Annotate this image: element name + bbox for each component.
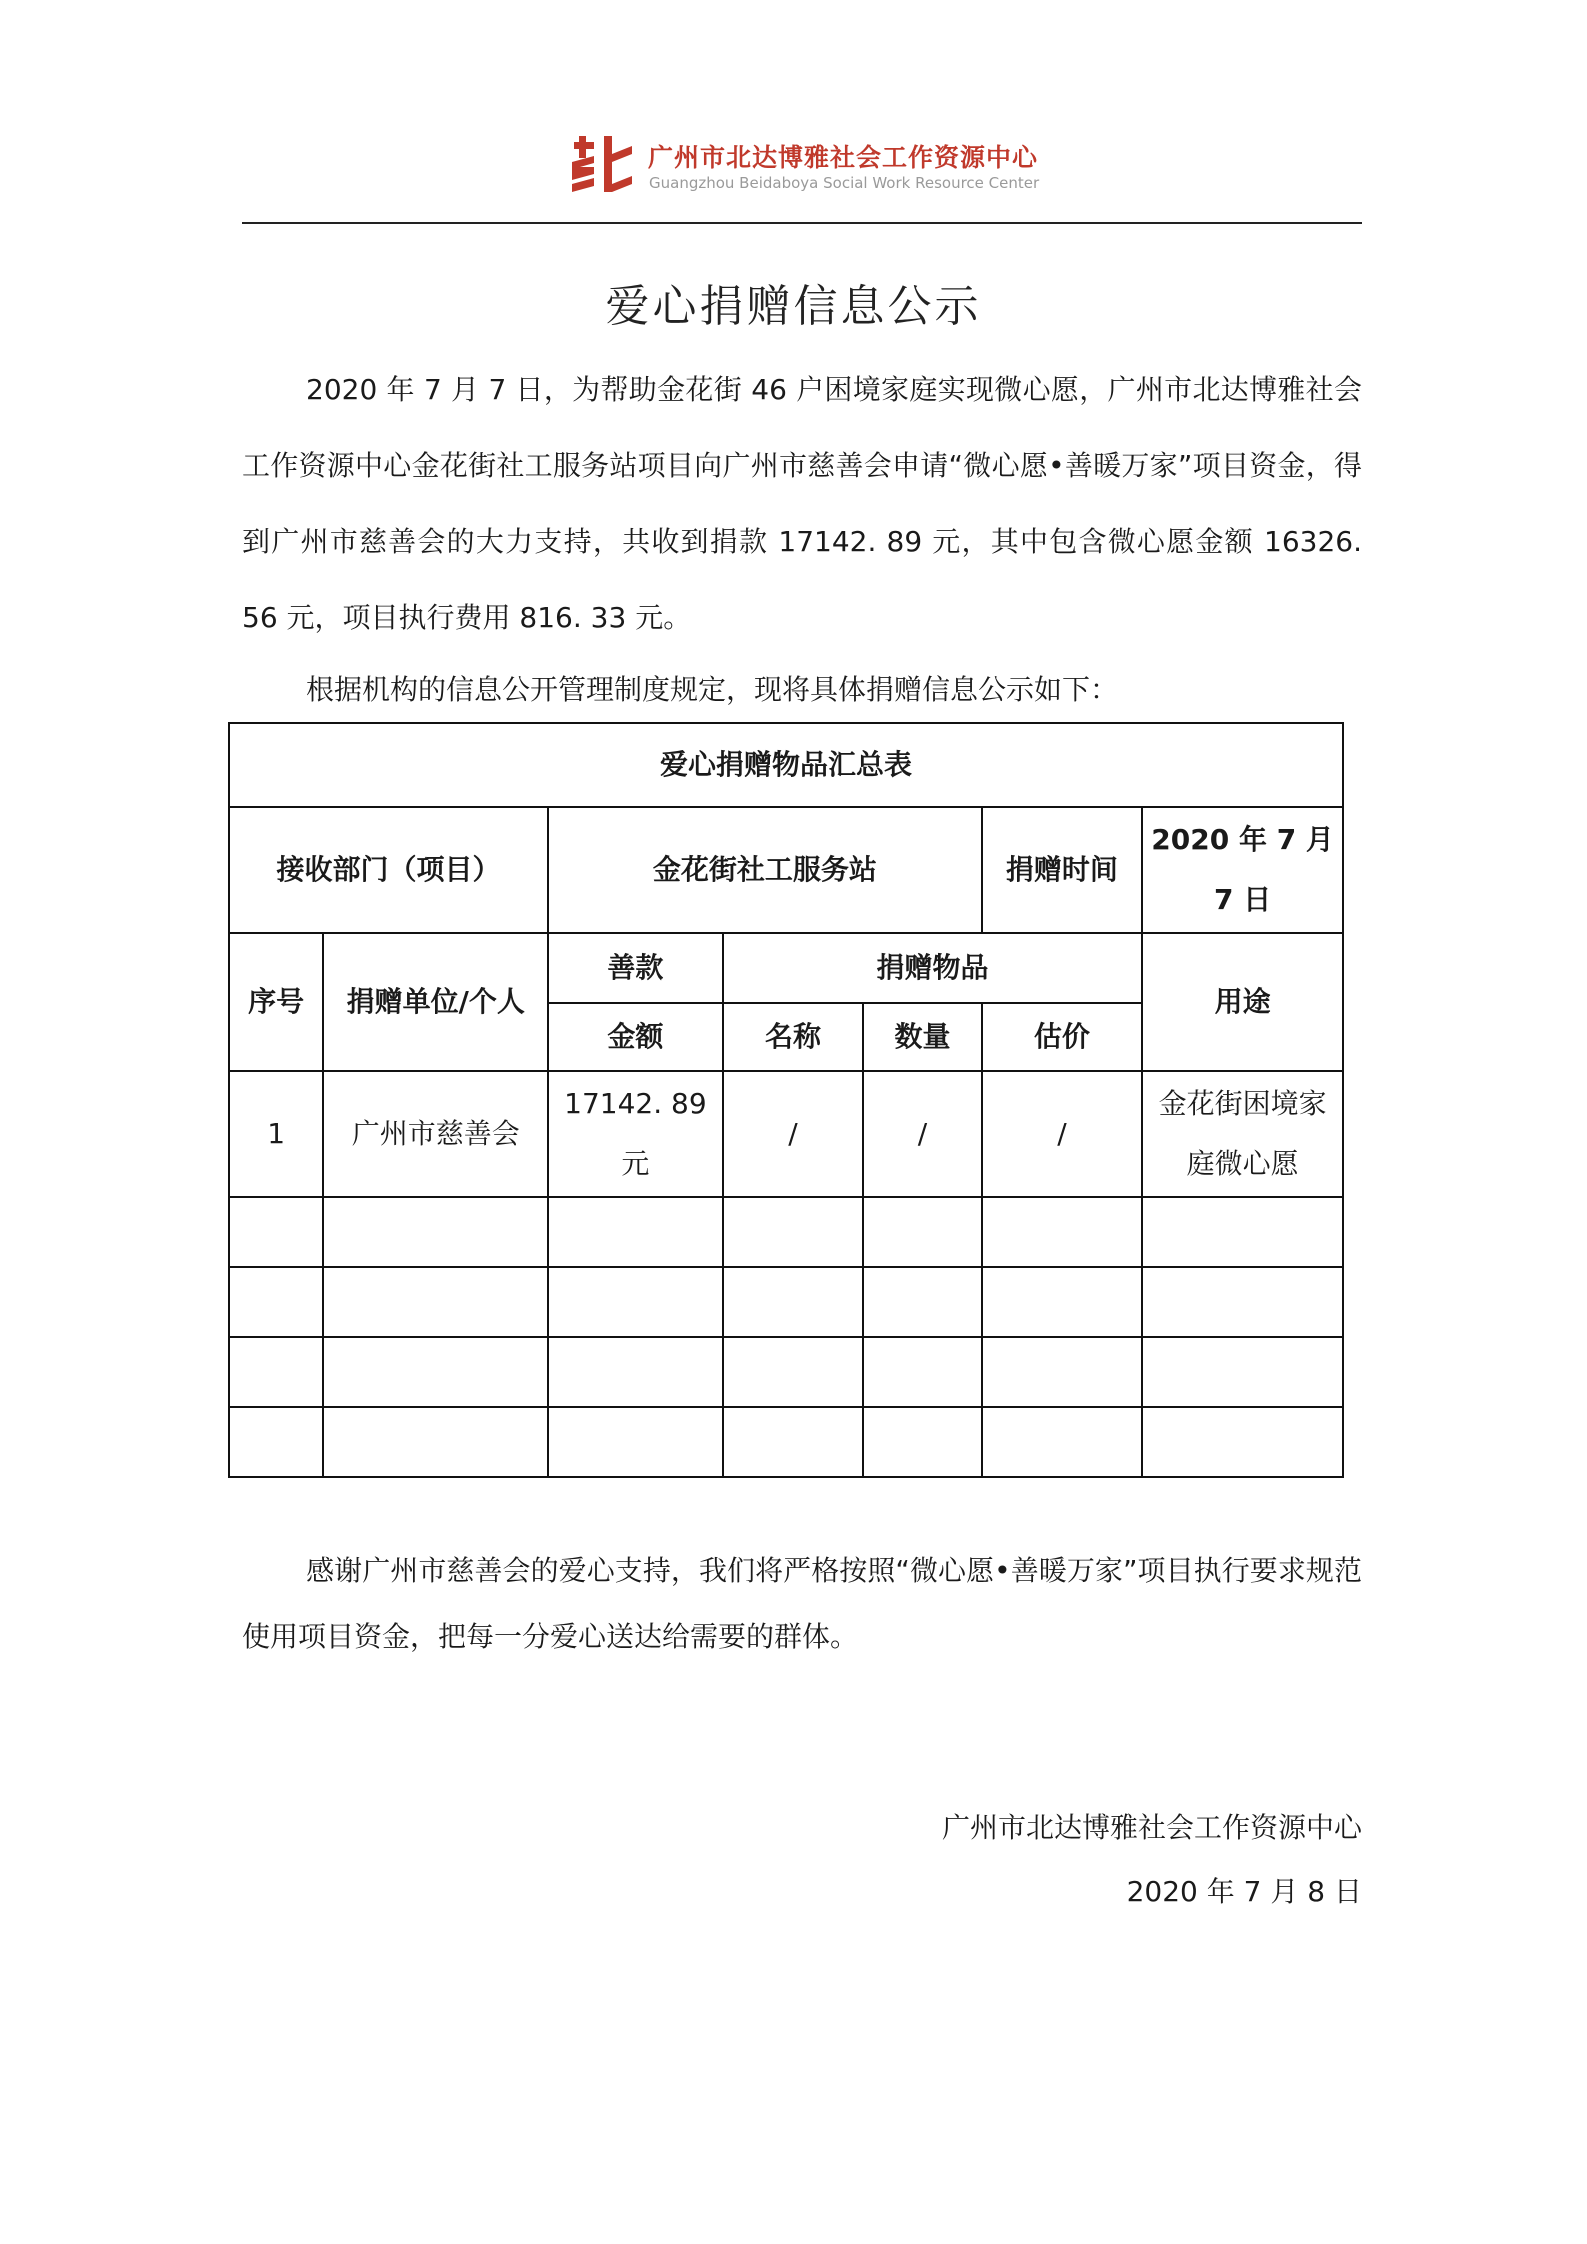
table-caption-row (229, 723, 1343, 807)
thanks-text: 感谢广州市慈善会的爱心支持，我们将严格按照“微心愿•善暖万家”项目执行要求规范使用项目资金，把每一分爱心送达给需要的群体。 (242, 1554, 1362, 1653)
row-use: 金花街困境家庭微心愿 (1142, 1071, 1343, 1197)
organization-logo-icon (570, 136, 634, 198)
col-fund-header: 善款 (548, 933, 723, 1003)
header-divider (242, 222, 1362, 224)
donate-time-label: 捐赠时间 (982, 807, 1143, 933)
sub-name-header: 名称 (723, 1003, 864, 1071)
lead-paragraph (242, 652, 1362, 728)
signature-date: 2020 年 7 月 8 日 (1126, 1875, 1362, 1908)
recv-row (229, 807, 1343, 933)
empty-row (229, 1337, 1343, 1407)
lead-text: 根据机构的信息公开管理制度规定，现将具体捐赠信息公示如下： (306, 673, 1119, 706)
donate-time-value: 2020 年 7 月 7 日 (1142, 807, 1343, 933)
row-item-est: / (982, 1071, 1143, 1197)
signature-org: 广州市北达博雅社会工作资源中心 (941, 1811, 1362, 1844)
row-item-name: / (723, 1071, 864, 1197)
col-items-header: 捐赠物品 (723, 933, 1142, 1003)
intro-paragraph (242, 352, 1362, 656)
thanks-paragraph (242, 1538, 1362, 1670)
org-name-cn: 广州市北达博雅社会工作资源中心 (648, 143, 1039, 172)
recv-dept-label: 接收部门（项目） (229, 807, 548, 933)
sub-qty-header: 数量 (863, 1003, 981, 1071)
empty-row (229, 1407, 1343, 1477)
document-title: 爱心捐赠信息公示 (605, 281, 982, 332)
empty-row (229, 1197, 1343, 1267)
row-donor: 广州市慈善会 (323, 1071, 548, 1197)
letterhead (570, 132, 1090, 202)
intro-text: 2020 年 7 月 7 日，为帮助金花街 46 户困境家庭实现微心愿，广州市北达博雅社会工作资源中心金花街社工服务站项目向广州市慈善会申请“微心愿•善暖万家”项目资金，得到广州市慈善会的大力支持，共收到捐款 17142. 89 元，其中包含微心愿金额 16326. 56 元，项目执行费用 816. 33 元。 (242, 373, 1362, 634)
recv-dept-value: 金花街社工服务站 (548, 807, 982, 933)
col-donor-header: 捐赠单位/个人 (323, 933, 548, 1071)
donation-summary-table (228, 722, 1344, 1478)
header-row-1 (229, 933, 1343, 1003)
row-amount: 17142. 89 元 (548, 1071, 723, 1197)
row-index: 1 (229, 1071, 323, 1197)
sub-amount-header: 金额 (548, 1003, 723, 1071)
col-use-header: 用途 (1142, 933, 1343, 1071)
sub-est-header: 估价 (982, 1003, 1143, 1071)
table-row (229, 1071, 1343, 1197)
org-name-en: Guangzhou Beidaboya Social Work Resource Center (649, 174, 1040, 192)
empty-row (229, 1267, 1343, 1337)
row-item-qty: / (863, 1071, 981, 1197)
col-index-header: 序号 (229, 933, 323, 1071)
table-caption: 爱心捐赠物品汇总表 (229, 723, 1343, 807)
